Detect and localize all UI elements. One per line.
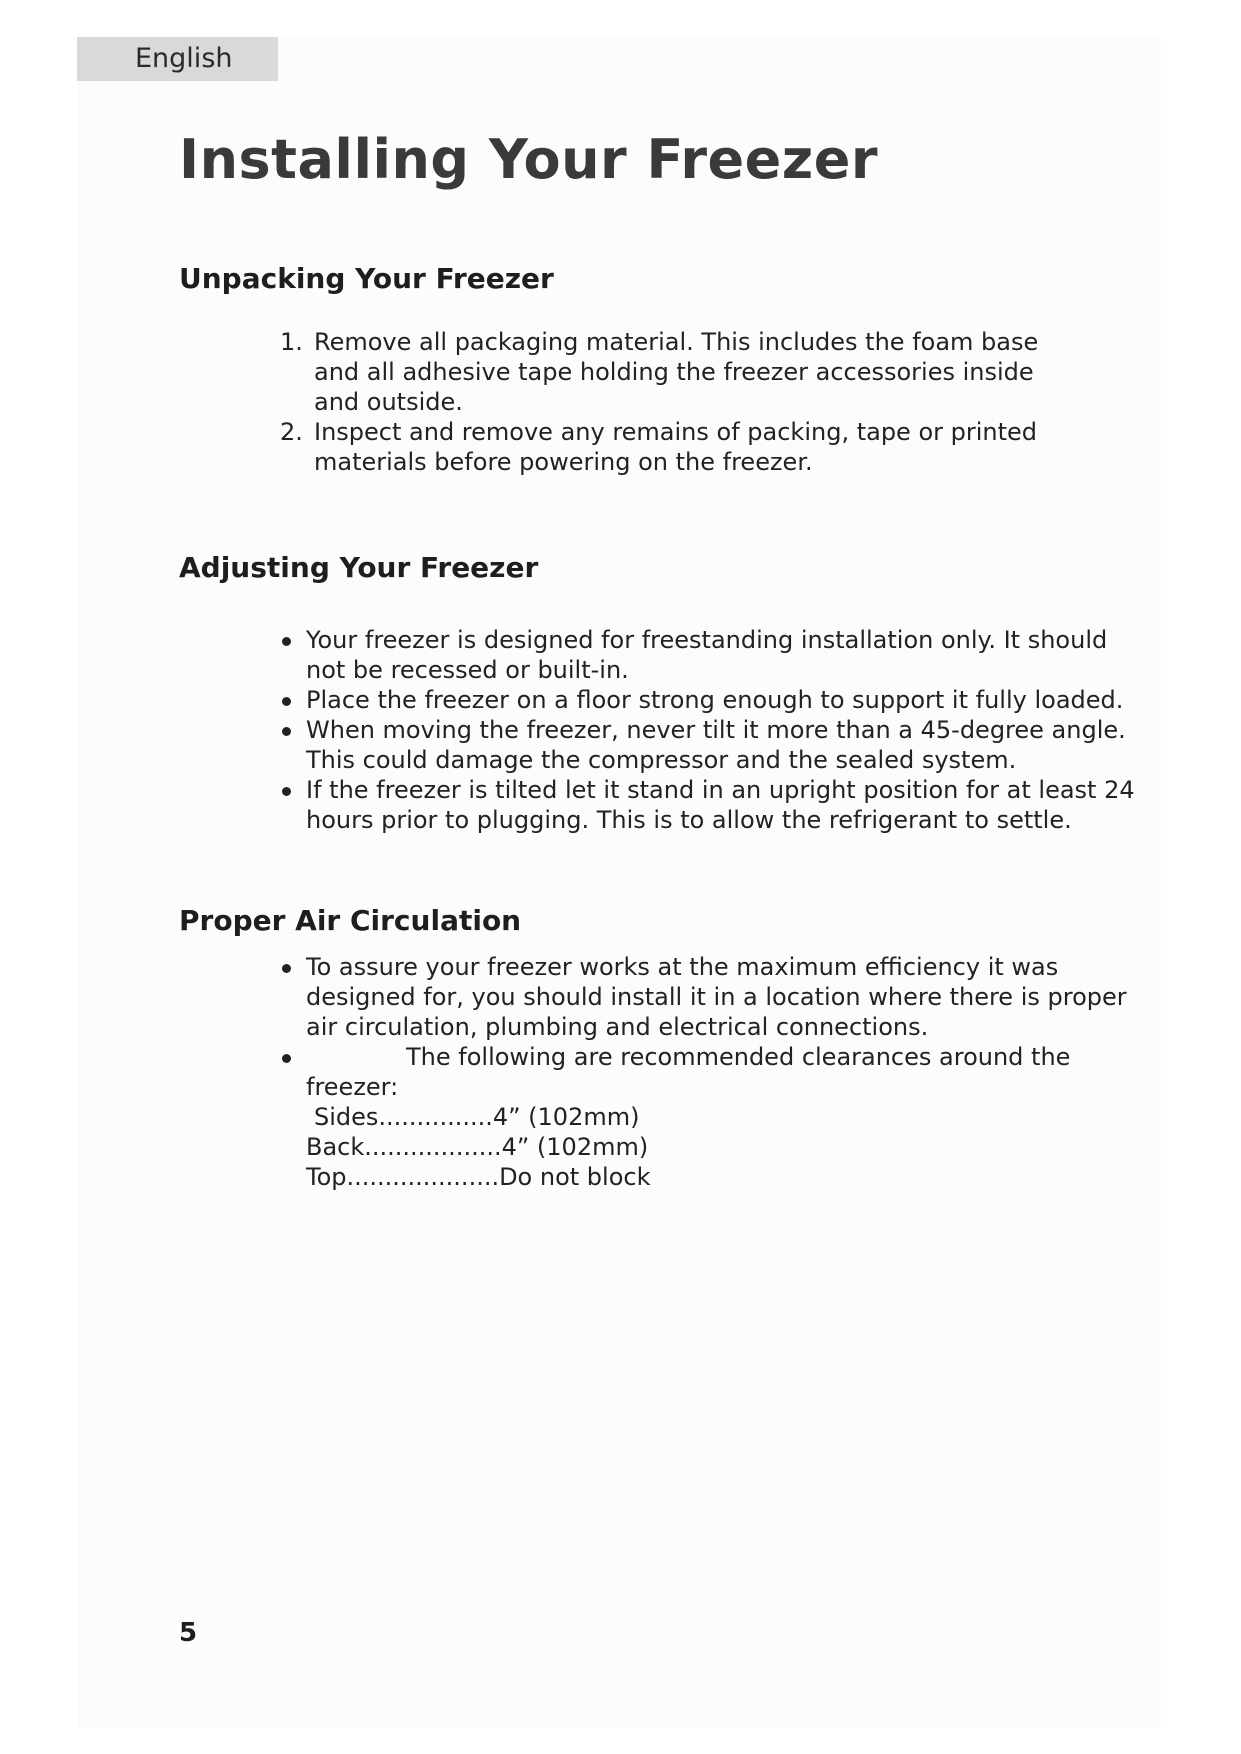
- adjusting-heading: Adjusting Your Freezer: [179, 551, 539, 584]
- list-item: [282, 685, 1142, 715]
- bullet-icon: [282, 637, 291, 646]
- language-tab: English: [77, 37, 278, 81]
- bullet-icon: [282, 964, 291, 973]
- clearance-sides: Sides...............4” (102mm): [314, 1103, 640, 1131]
- item-text: Remove all packaging material. This includes the foam base and all adhesive tape holding the freezer accessories inside and outside.: [314, 328, 1039, 416]
- list-item: [282, 952, 1142, 1042]
- clearance-top: Top....................Do not block: [306, 1163, 651, 1191]
- list-item: [282, 775, 1142, 835]
- list-item: [282, 1042, 1142, 1102]
- item-text: Your freezer is designed for freestanding installation only. It should not be recessed or built-in.: [306, 626, 1108, 684]
- clearance-back: Back..................4” (102mm): [306, 1133, 649, 1161]
- page-number: 5: [179, 1618, 198, 1648]
- item-text: If the freezer is tilted let it stand in an upright position for at least 24 hours prior to plugging. This is to allow the refrigerant to settle.: [306, 776, 1135, 834]
- item-number: 2.: [280, 418, 303, 446]
- unpacking-list: [280, 327, 1080, 477]
- item-text: To assure your freezer works at the maximum efficiency it was designed for, you should install it in a location where there is proper air circulation, plumbing and electrical connections.: [306, 953, 1127, 1041]
- air-circulation-heading: Proper Air Circulation: [179, 904, 522, 937]
- bullet-icon: [282, 787, 291, 796]
- list-item: [282, 625, 1142, 685]
- bullet-icon: [282, 1054, 291, 1063]
- list-item: [280, 327, 1080, 417]
- item-text: The following are recommended clearances around the freezer:: [306, 1043, 1071, 1101]
- adjusting-list: [282, 625, 1142, 835]
- list-item: [282, 715, 1142, 775]
- bullet-icon: [282, 727, 291, 736]
- item-text: Inspect and remove any remains of packing, tape or printed materials before powering on the freezer.: [314, 418, 1038, 476]
- bullet-icon: [282, 697, 291, 706]
- air-circulation-list: [282, 952, 1142, 1192]
- item-number: 1.: [280, 328, 303, 356]
- item-text: When moving the freezer, never tilt it more than a 45-degree angle. This could damage the compressor and the sealed system.: [306, 716, 1126, 774]
- unpacking-heading: Unpacking Your Freezer: [179, 262, 554, 295]
- item-text: Place the freezer on a floor strong enough to support it fully loaded.: [306, 686, 1124, 714]
- page-title: Installing Your Freezer: [179, 128, 878, 191]
- list-item: [280, 417, 1080, 477]
